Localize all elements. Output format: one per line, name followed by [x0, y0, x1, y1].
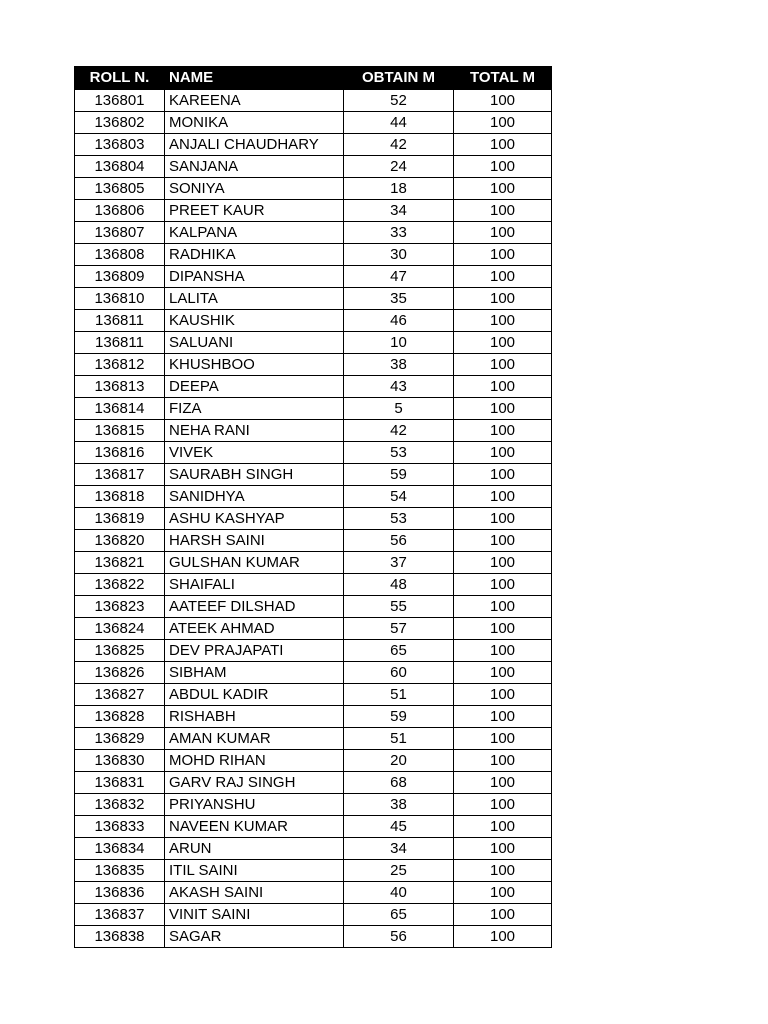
cell-total-marks: 100 — [454, 926, 552, 948]
table-row — [75, 354, 552, 376]
cell-total-marks: 100 — [454, 442, 552, 464]
table-row — [75, 838, 552, 860]
table-row — [75, 794, 552, 816]
cell-roll-number: 136830 — [75, 750, 165, 772]
cell-roll-number: 136815 — [75, 420, 165, 442]
cell-obtained-marks: 42 — [344, 420, 454, 442]
cell-roll-number: 136806 — [75, 200, 165, 222]
cell-total-marks: 100 — [454, 552, 552, 574]
cell-roll-number: 136828 — [75, 706, 165, 728]
cell-total-marks: 100 — [454, 728, 552, 750]
cell-roll-number: 136827 — [75, 684, 165, 706]
cell-name: SANJANA — [165, 156, 344, 178]
table-row — [75, 684, 552, 706]
cell-roll-number: 136837 — [75, 904, 165, 926]
table-row — [75, 90, 552, 112]
cell-total-marks: 100 — [454, 904, 552, 926]
table-row — [75, 398, 552, 420]
cell-roll-number: 136811 — [75, 310, 165, 332]
table-row — [75, 706, 552, 728]
cell-total-marks: 100 — [454, 530, 552, 552]
cell-total-marks: 100 — [454, 684, 552, 706]
cell-total-marks: 100 — [454, 882, 552, 904]
table-header — [75, 67, 552, 90]
cell-total-marks: 100 — [454, 354, 552, 376]
cell-name: SAURABH SINGH — [165, 464, 344, 486]
table-row — [75, 200, 552, 222]
cell-total-marks: 100 — [454, 860, 552, 882]
cell-obtained-marks: 60 — [344, 662, 454, 684]
cell-obtained-marks: 59 — [344, 706, 454, 728]
cell-obtained-marks: 65 — [344, 640, 454, 662]
table-row — [75, 156, 552, 178]
cell-total-marks: 100 — [454, 134, 552, 156]
cell-name: SAGAR — [165, 926, 344, 948]
cell-name: VINIT SAINI — [165, 904, 344, 926]
table-row — [75, 882, 552, 904]
cell-roll-number: 136835 — [75, 860, 165, 882]
cell-roll-number: 136818 — [75, 486, 165, 508]
header-row — [75, 67, 552, 90]
cell-total-marks: 100 — [454, 508, 552, 530]
table-row — [75, 618, 552, 640]
cell-total-marks: 100 — [454, 398, 552, 420]
cell-name: MOHD RIHAN — [165, 750, 344, 772]
table-row — [75, 552, 552, 574]
cell-name: KAUSHIK — [165, 310, 344, 332]
cell-obtained-marks: 47 — [344, 266, 454, 288]
marks-table — [74, 66, 552, 948]
table-row — [75, 288, 552, 310]
cell-roll-number: 136824 — [75, 618, 165, 640]
cell-name: RISHABH — [165, 706, 344, 728]
cell-obtained-marks: 53 — [344, 508, 454, 530]
cell-obtained-marks: 51 — [344, 728, 454, 750]
cell-name: AATEEF DILSHAD — [165, 596, 344, 618]
table-row — [75, 662, 552, 684]
table-row — [75, 596, 552, 618]
cell-name: VIVEK — [165, 442, 344, 464]
cell-total-marks: 100 — [454, 838, 552, 860]
cell-roll-number: 136820 — [75, 530, 165, 552]
table-row — [75, 376, 552, 398]
cell-name: GARV RAJ SINGH — [165, 772, 344, 794]
cell-roll-number: 136813 — [75, 376, 165, 398]
cell-name: SALUANI — [165, 332, 344, 354]
cell-name: ASHU KASHYAP — [165, 508, 344, 530]
cell-total-marks: 100 — [454, 90, 552, 112]
cell-name: ANJALI CHAUDHARY — [165, 134, 344, 156]
cell-total-marks: 100 — [454, 486, 552, 508]
cell-total-marks: 100 — [454, 420, 552, 442]
header-obtained-marks: OBTAIN M — [344, 67, 454, 90]
cell-roll-number: 136810 — [75, 288, 165, 310]
cell-roll-number: 136826 — [75, 662, 165, 684]
cell-name: PRIYANSHU — [165, 794, 344, 816]
cell-obtained-marks: 10 — [344, 332, 454, 354]
cell-name: ABDUL KADIR — [165, 684, 344, 706]
cell-roll-number: 136831 — [75, 772, 165, 794]
cell-roll-number: 136825 — [75, 640, 165, 662]
cell-obtained-marks: 38 — [344, 354, 454, 376]
cell-name: RADHIKA — [165, 244, 344, 266]
table-row — [75, 420, 552, 442]
cell-roll-number: 136808 — [75, 244, 165, 266]
cell-total-marks: 100 — [454, 618, 552, 640]
cell-total-marks: 100 — [454, 662, 552, 684]
table-row — [75, 310, 552, 332]
cell-total-marks: 100 — [454, 178, 552, 200]
cell-name: SANIDHYA — [165, 486, 344, 508]
cell-obtained-marks: 55 — [344, 596, 454, 618]
cell-name: DEEPA — [165, 376, 344, 398]
table-row — [75, 464, 552, 486]
cell-total-marks: 100 — [454, 794, 552, 816]
cell-obtained-marks: 34 — [344, 838, 454, 860]
cell-roll-number: 136838 — [75, 926, 165, 948]
cell-roll-number: 136809 — [75, 266, 165, 288]
cell-obtained-marks: 42 — [344, 134, 454, 156]
cell-obtained-marks: 51 — [344, 684, 454, 706]
header-roll-number: ROLL N. — [75, 67, 165, 90]
cell-total-marks: 100 — [454, 310, 552, 332]
cell-obtained-marks: 37 — [344, 552, 454, 574]
cell-total-marks: 100 — [454, 332, 552, 354]
cell-obtained-marks: 53 — [344, 442, 454, 464]
cell-obtained-marks: 52 — [344, 90, 454, 112]
cell-name: MONIKA — [165, 112, 344, 134]
cell-total-marks: 100 — [454, 750, 552, 772]
cell-roll-number: 136814 — [75, 398, 165, 420]
cell-obtained-marks: 43 — [344, 376, 454, 398]
cell-roll-number: 136817 — [75, 464, 165, 486]
cell-name: HARSH SAINI — [165, 530, 344, 552]
cell-obtained-marks: 34 — [344, 200, 454, 222]
header-name: NAME — [165, 67, 344, 90]
table-row — [75, 508, 552, 530]
cell-roll-number: 136833 — [75, 816, 165, 838]
cell-roll-number: 136805 — [75, 178, 165, 200]
cell-obtained-marks: 56 — [344, 926, 454, 948]
cell-name: PREET KAUR — [165, 200, 344, 222]
cell-obtained-marks: 68 — [344, 772, 454, 794]
cell-obtained-marks: 48 — [344, 574, 454, 596]
cell-total-marks: 100 — [454, 156, 552, 178]
table-row — [75, 904, 552, 926]
cell-total-marks: 100 — [454, 574, 552, 596]
cell-name: ARUN — [165, 838, 344, 860]
cell-roll-number: 136836 — [75, 882, 165, 904]
cell-total-marks: 100 — [454, 222, 552, 244]
table-row — [75, 926, 552, 948]
cell-obtained-marks: 24 — [344, 156, 454, 178]
cell-total-marks: 100 — [454, 200, 552, 222]
cell-total-marks: 100 — [454, 244, 552, 266]
cell-name: NEHA RANI — [165, 420, 344, 442]
table-row — [75, 816, 552, 838]
table-row — [75, 112, 552, 134]
cell-total-marks: 100 — [454, 266, 552, 288]
cell-roll-number: 136812 — [75, 354, 165, 376]
cell-roll-number: 136811 — [75, 332, 165, 354]
table-row — [75, 728, 552, 750]
cell-roll-number: 136803 — [75, 134, 165, 156]
cell-name: AMAN KUMAR — [165, 728, 344, 750]
cell-obtained-marks: 46 — [344, 310, 454, 332]
cell-roll-number: 136832 — [75, 794, 165, 816]
cell-total-marks: 100 — [454, 376, 552, 398]
cell-total-marks: 100 — [454, 112, 552, 134]
cell-roll-number: 136807 — [75, 222, 165, 244]
cell-name: KAREENA — [165, 90, 344, 112]
table-row — [75, 860, 552, 882]
cell-obtained-marks: 56 — [344, 530, 454, 552]
table-row — [75, 750, 552, 772]
cell-roll-number: 136804 — [75, 156, 165, 178]
table-row — [75, 442, 552, 464]
cell-obtained-marks: 18 — [344, 178, 454, 200]
cell-obtained-marks: 40 — [344, 882, 454, 904]
table-row — [75, 772, 552, 794]
cell-total-marks: 100 — [454, 464, 552, 486]
cell-obtained-marks: 20 — [344, 750, 454, 772]
cell-name: SONIYA — [165, 178, 344, 200]
cell-roll-number: 136802 — [75, 112, 165, 134]
cell-roll-number: 136822 — [75, 574, 165, 596]
cell-obtained-marks: 38 — [344, 794, 454, 816]
header-total-marks: TOTAL M — [454, 67, 552, 90]
cell-name: KHUSHBOO — [165, 354, 344, 376]
table-row — [75, 178, 552, 200]
cell-name: KALPANA — [165, 222, 344, 244]
cell-obtained-marks: 59 — [344, 464, 454, 486]
cell-name: AKASH SAINI — [165, 882, 344, 904]
cell-obtained-marks: 5 — [344, 398, 454, 420]
cell-roll-number: 136816 — [75, 442, 165, 464]
cell-roll-number: 136829 — [75, 728, 165, 750]
cell-name: SIBHAM — [165, 662, 344, 684]
cell-name: GULSHAN KUMAR — [165, 552, 344, 574]
cell-total-marks: 100 — [454, 706, 552, 728]
cell-roll-number: 136801 — [75, 90, 165, 112]
cell-obtained-marks: 33 — [344, 222, 454, 244]
table-row — [75, 332, 552, 354]
table-row — [75, 266, 552, 288]
cell-obtained-marks: 54 — [344, 486, 454, 508]
cell-name: SHAIFALI — [165, 574, 344, 596]
table-row — [75, 222, 552, 244]
cell-name: FIZA — [165, 398, 344, 420]
table-row — [75, 134, 552, 156]
cell-obtained-marks: 25 — [344, 860, 454, 882]
cell-total-marks: 100 — [454, 596, 552, 618]
cell-name: ATEEK AHMAD — [165, 618, 344, 640]
table-row — [75, 640, 552, 662]
cell-name: ITIL SAINI — [165, 860, 344, 882]
table-row — [75, 574, 552, 596]
cell-obtained-marks: 65 — [344, 904, 454, 926]
table-row — [75, 244, 552, 266]
table-row — [75, 530, 552, 552]
cell-obtained-marks: 35 — [344, 288, 454, 310]
table-body — [75, 90, 552, 948]
cell-total-marks: 100 — [454, 640, 552, 662]
cell-obtained-marks: 30 — [344, 244, 454, 266]
cell-name: NAVEEN KUMAR — [165, 816, 344, 838]
cell-name: DIPANSHA — [165, 266, 344, 288]
cell-obtained-marks: 57 — [344, 618, 454, 640]
table-row — [75, 486, 552, 508]
cell-roll-number: 136834 — [75, 838, 165, 860]
cell-obtained-marks: 45 — [344, 816, 454, 838]
cell-roll-number: 136821 — [75, 552, 165, 574]
cell-obtained-marks: 44 — [344, 112, 454, 134]
cell-total-marks: 100 — [454, 288, 552, 310]
cell-name: LALITA — [165, 288, 344, 310]
cell-roll-number: 136819 — [75, 508, 165, 530]
cell-roll-number: 136823 — [75, 596, 165, 618]
cell-name: DEV PRAJAPATI — [165, 640, 344, 662]
cell-total-marks: 100 — [454, 772, 552, 794]
cell-total-marks: 100 — [454, 816, 552, 838]
